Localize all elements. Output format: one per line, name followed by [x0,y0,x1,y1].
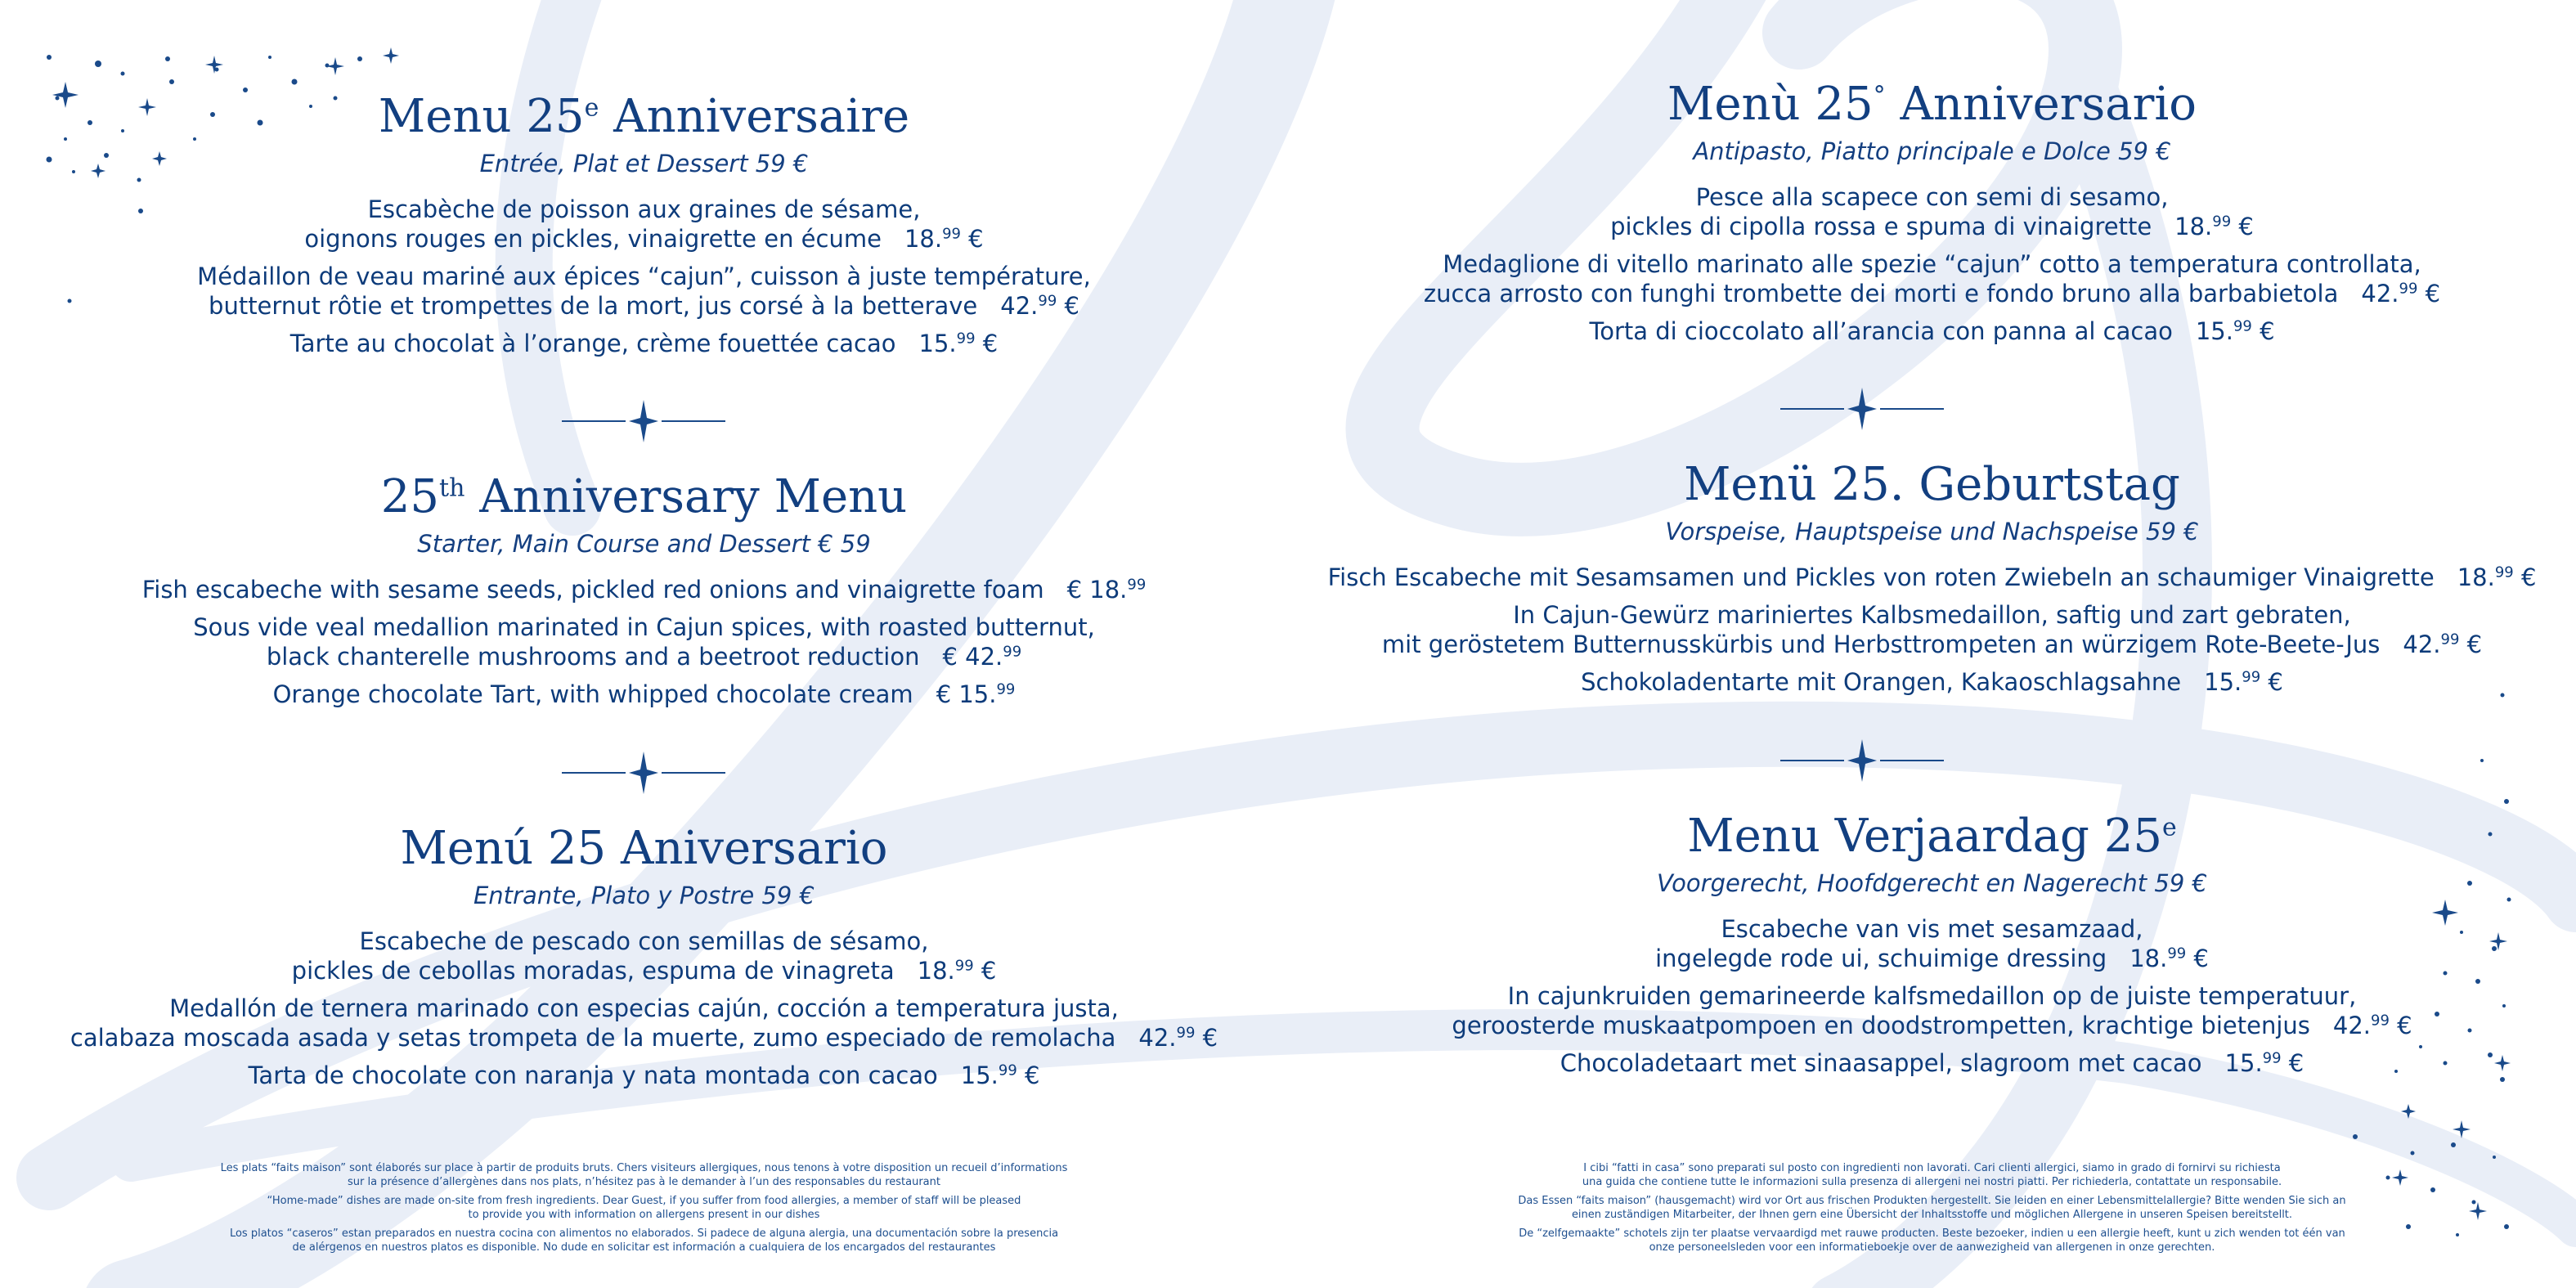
dish-price: 42.99 € [2403,631,2483,658]
four-point-star-icon [1847,739,1877,782]
dish-item: Escabèche de poisson aux graines de sésame, oignons rouges en pickles, vinaigrette en écume 18.99 € [304,195,984,253]
dish-item: Tarte au chocolat à l’orange, crème fouettée cacao 15.99 € [289,330,999,357]
dish-item: Orange chocolate Tart, with whipped chocolate cream € 15.99 [272,680,1016,708]
menu-title: Menu Verjaardag 25e [1687,810,2177,863]
menu-subtitle: Antipasto, Piatto principale e Dolce 59 € [1693,137,2171,165]
menu-subtitle: Vorspeise, Hauptspeise und Nachspeise 59 € [1665,518,2199,545]
four-point-star-icon [629,400,658,442]
dish-price: 42.99 € [2332,1012,2412,1039]
dish-item: Tarta de chocolate con naranja y nata montada con cacao 15.99 € [248,1061,1040,1089]
menu-german [1288,458,2576,705]
dish-price: 18.99 € [2174,213,2254,240]
dish-price: 15.99 € [2195,317,2275,345]
allergen-note-es: Los platos “caseros” estan preparados en nuestra cocina con alimentos no elaborados. Si padece de alguna alergia, una documentación sobre la presencia de alérgenos en nuestros platos es disponible. No dude en solicitar est información a cualquiera de los encargados del restaurantes [229,1227,1059,1254]
dish-price: 42.99 € [2361,280,2441,307]
menu-subtitle: Entrante, Plato y Postre 59 € [473,882,815,909]
dish-item: Pesce alla scapece con semi di sesamo, pickles di cipolla rossa e spuma di vinaigrette 18.99 € [1610,183,2254,240]
dish-price: 42.99 € [1000,292,1079,320]
dish-price: 18.99 € [904,225,984,253]
menu-title: 25th Anniversary Menu [380,470,908,523]
dish-price: 15.99 € [918,330,999,357]
dish-item: In Cajun-Gewürz mariniertes Kalbsmedaillon, saftig und zart gebraten, mit geröstetem Butternusskürbis und Herbsttrompeten an würzigem Rote-Beete-Jus 42.99 € [1381,601,2483,658]
dish-item: Fisch Escabeche mit Sesamsamen und Pickles von roten Zwiebeln an schaumiger Vinaigrette 18.99 € [1327,563,2537,591]
dish-price: 18.99 € [2129,945,2209,972]
dish-item: Escabeche de pescado con semillas de sésamo, pickles de cebollas moradas, espuma de vinagreta 18.99 € [291,927,997,985]
menu-spanish [0,822,1288,1098]
dish-price: 42.99 € [1138,1024,1218,1052]
right-menu-panel [1288,0,2576,1288]
dish-price: 18.99 € [917,957,997,985]
allergen-notes [1288,1161,2576,1259]
dish-item: Torta di cioccolato all’arancia con panna al cacao 15.99 € [1589,317,2275,345]
dish-item: Fish escabeche with sesame seeds, pickled red onions and vinaigrette foam € 18.99 [141,576,1147,604]
dish-price: 18.99 € [2457,563,2537,591]
allergen-note-fr: Les plats “faits maison” sont élaborés sur place à partir de produits bruts. Chers visiteurs allergiques, nous tenons à votre disposition un recueil d’informations sur la présence d’allergènes dans nos plats, n’hésitez pas à le demander à l’un des responsables du restaurant [220,1162,1068,1188]
dish-price: 15.99 € [2224,1049,2304,1077]
dish-price: 15.99 € [2204,668,2283,696]
menu-subtitle: Voorgerecht, Hoofdgerecht en Nagerecht 59 € [1657,869,2207,897]
dish-item: Medallón de ternera marinado con especias cajún, cocción a temperatura justa, calabaza moscada asada y setas trompeta de la muerte, zumo especiado de remolacha 42.99 € [70,994,1218,1052]
dish-price: € 18.99 [1066,576,1147,604]
dish-item: Medaglione di vitello marinato alle spezie “cajun” cotto a temperatura controllata, zucca arrosto con funghi trombette dei morti e fondo bruno alla barbabietola 42.99 € [1423,250,2441,307]
allergen-note-en: “Home-made” dishes are made on-site from fresh ingredients. Dear Guest, if you suffer from food allergies, a member of staff will be pleased to provide you with information on allergens present in our dishes [267,1195,1021,1221]
dish-item: Escabeche van vis met sesamzaad, ingelegde rode ui, schuimige dressing 18.99 € [1655,915,2209,972]
dish-item: In cajunkruiden gemarineerde kalfsmedaillon op de juiste temperatuur, geroosterde muskaatpompoen en doodstrompetten, krachtige bietenjus 42.99 € [1452,982,2412,1039]
allergen-notes [0,1161,1288,1259]
menu-french [0,90,1288,366]
four-point-star-icon [1847,388,1877,430]
divider-ornament [1780,384,1944,433]
dish-price: 15.99 € [960,1061,1040,1089]
menu-title: Menù 25° Anniversario [1667,78,2197,131]
dish-item: Médaillon de veau mariné aux épices “cajun”, cuisson à juste température, butternut rôtie et trompettes de la mort, jus corsé à la betterave 42.99 € [197,263,1091,320]
dish-item: Schokoladentarte mit Orangen, Kakaoschlagsahne 15.99 € [1581,668,2283,696]
dish-price: € 42.99 [942,643,1022,671]
four-point-star-icon [629,752,658,794]
menu-title: Menú 25 Aniversario [400,822,888,875]
dish-item: Chocoladetaart met sinaasappel, slagroom met cacao 15.99 € [1560,1049,2304,1077]
menu-subtitle: Entrée, Plat et Dessert 59 € [479,150,809,177]
allergen-note-de: Das Essen “faits maison” (hausgemacht) wird vor Ort aus frischen Produkten hergestellt. Sie leiden en einer Lebensmittelallergie? Bitte wenden Sie sich an einen zuständigen Mitarbeiter, der Ihnen gern eine Übersicht der Inhaltsstoffe und möglichen Allergene in unseren Speisen bereitstellt. [1518,1195,2346,1221]
divider-ornament [1780,736,1944,785]
menu-english [0,470,1288,717]
allergen-note-it: I cibi “fatti in casa” sono preparati sul posto con ingredienti non lavorati. Cari clienti allergici, siamo in grado di fornirvi su richiesta una guida che contiene tutte le informazioni sulla presenza di allergeni nei nostri piatti. Per richiederla, contattate un responsabile. [1582,1162,2282,1188]
dish-price: € 15.99 [936,680,1016,708]
dish-item: Sous vide veal medallion marinated in Cajun spices, with roasted butternut, black chanterelle mushrooms and a beetroot reduction € 42.99 [193,613,1095,671]
menu-title: Menu 25e Anniversaire [378,90,910,143]
divider-ornament [562,748,725,797]
menu-italian [1288,78,2576,354]
menu-title: Menü 25. Geburtstag [1684,458,2180,511]
allergen-note-nl: De “zelfgemaakte” schotels zijn ter plaatse vervaardigd met rauwe producten. Beste bezoeker, indien u een allergie heeft, kunt u zich wenden tot één van onze personeelsleden voor een informatieboekje over de aanwezigheid van allergenen in onze gerechten. [1519,1227,2345,1254]
menu-dutch [1288,810,2576,1086]
divider-ornament [562,397,725,446]
menu-subtitle: Starter, Main Course and Dessert € 59 [417,530,871,558]
